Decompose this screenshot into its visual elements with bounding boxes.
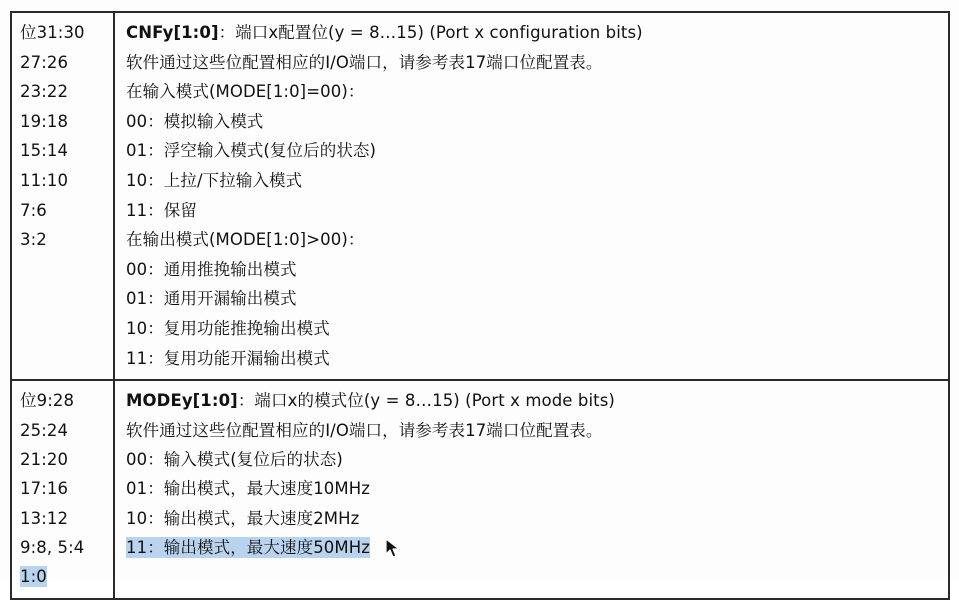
- description-line: 10：上拉/下拉输入模式: [126, 170, 303, 190]
- description-line: 10：输出模式，最大速度2MHz: [126, 508, 360, 528]
- description-line: 11：复用功能开漏输出模式: [126, 348, 330, 368]
- bit-range-label: 15:14: [20, 141, 69, 161]
- bit-range-label: 位31:30: [20, 23, 85, 42]
- selected-text[interactable]: 1:0: [20, 567, 47, 587]
- description-line: 00：模拟输入模式: [126, 111, 264, 131]
- mode-bits-cell: [11, 380, 114, 599]
- bit-range-label-selected[interactable]: [20, 562, 113, 591]
- mode-row: [11, 380, 949, 599]
- cnf-bits-cell: [11, 12, 114, 380]
- cnf-field-description: ：端口x配置位(y = 8…15) (Port x configuration bits): [218, 23, 643, 42]
- bit-range-label: 11:10: [20, 170, 69, 190]
- description-line: 软件通过这些位配置相应的I/O端口，请参考表17端口位配置表。: [126, 420, 603, 440]
- mode-field-name: MODEy[1:0]: [126, 391, 238, 411]
- description-line: 在输入模式(MODE[1:0]=00)：: [126, 82, 365, 102]
- bit-range-label: 7:6: [20, 200, 47, 220]
- mouse-pointer-icon: [385, 538, 401, 558]
- mode-title: [126, 386, 948, 415]
- description-line: 10：复用功能推挽输出模式: [126, 318, 330, 338]
- register-bits-table: [10, 11, 950, 600]
- mode-description-cell: [114, 380, 949, 599]
- bit-range-label: 21:20: [20, 449, 69, 469]
- selected-text[interactable]: 11：输出模式，最大速度50MHz: [126, 538, 370, 558]
- bit-range-label: 23:22: [20, 82, 69, 102]
- bit-range-label: 17:16: [20, 479, 69, 499]
- description-line: 00：通用推挽输出模式: [126, 259, 297, 279]
- description-line: 01：浮空输入模式(复位后的状态): [126, 141, 377, 161]
- description-line: 软件通过这些位配置相应的I/O端口，请参考表17端口位配置表。: [126, 52, 603, 72]
- bit-range-label: 位9:28: [20, 391, 75, 411]
- description-line: 11：保留: [126, 200, 197, 220]
- cnf-field-name: CNFy[1:0]: [126, 23, 219, 42]
- bit-range-label: 19:18: [20, 111, 69, 131]
- bit-range-label: 27:26: [20, 52, 69, 72]
- cnf-description-cell: [114, 12, 949, 380]
- description-line-selected[interactable]: [126, 533, 948, 562]
- bit-range-label: 25:24: [20, 420, 69, 440]
- description-line: 01：输出模式，最大速度10MHz: [126, 479, 370, 499]
- bit-range-label: 13:12: [20, 508, 69, 528]
- mode-field-description: ：端口x的模式位(y = 8…15) (Port x mode bits): [237, 391, 615, 411]
- description-line: 在输出模式(MODE[1:0]>00)：: [126, 230, 365, 250]
- bit-range-label: 3:2: [20, 230, 47, 250]
- bit-range-label: 9:8, 5:4: [20, 538, 85, 558]
- cnf-row: [11, 12, 949, 380]
- description-line: 00：输入模式(复位后的状态): [126, 449, 343, 469]
- description-line: 01：通用开漏输出模式: [126, 289, 297, 309]
- cnf-title: [126, 18, 948, 48]
